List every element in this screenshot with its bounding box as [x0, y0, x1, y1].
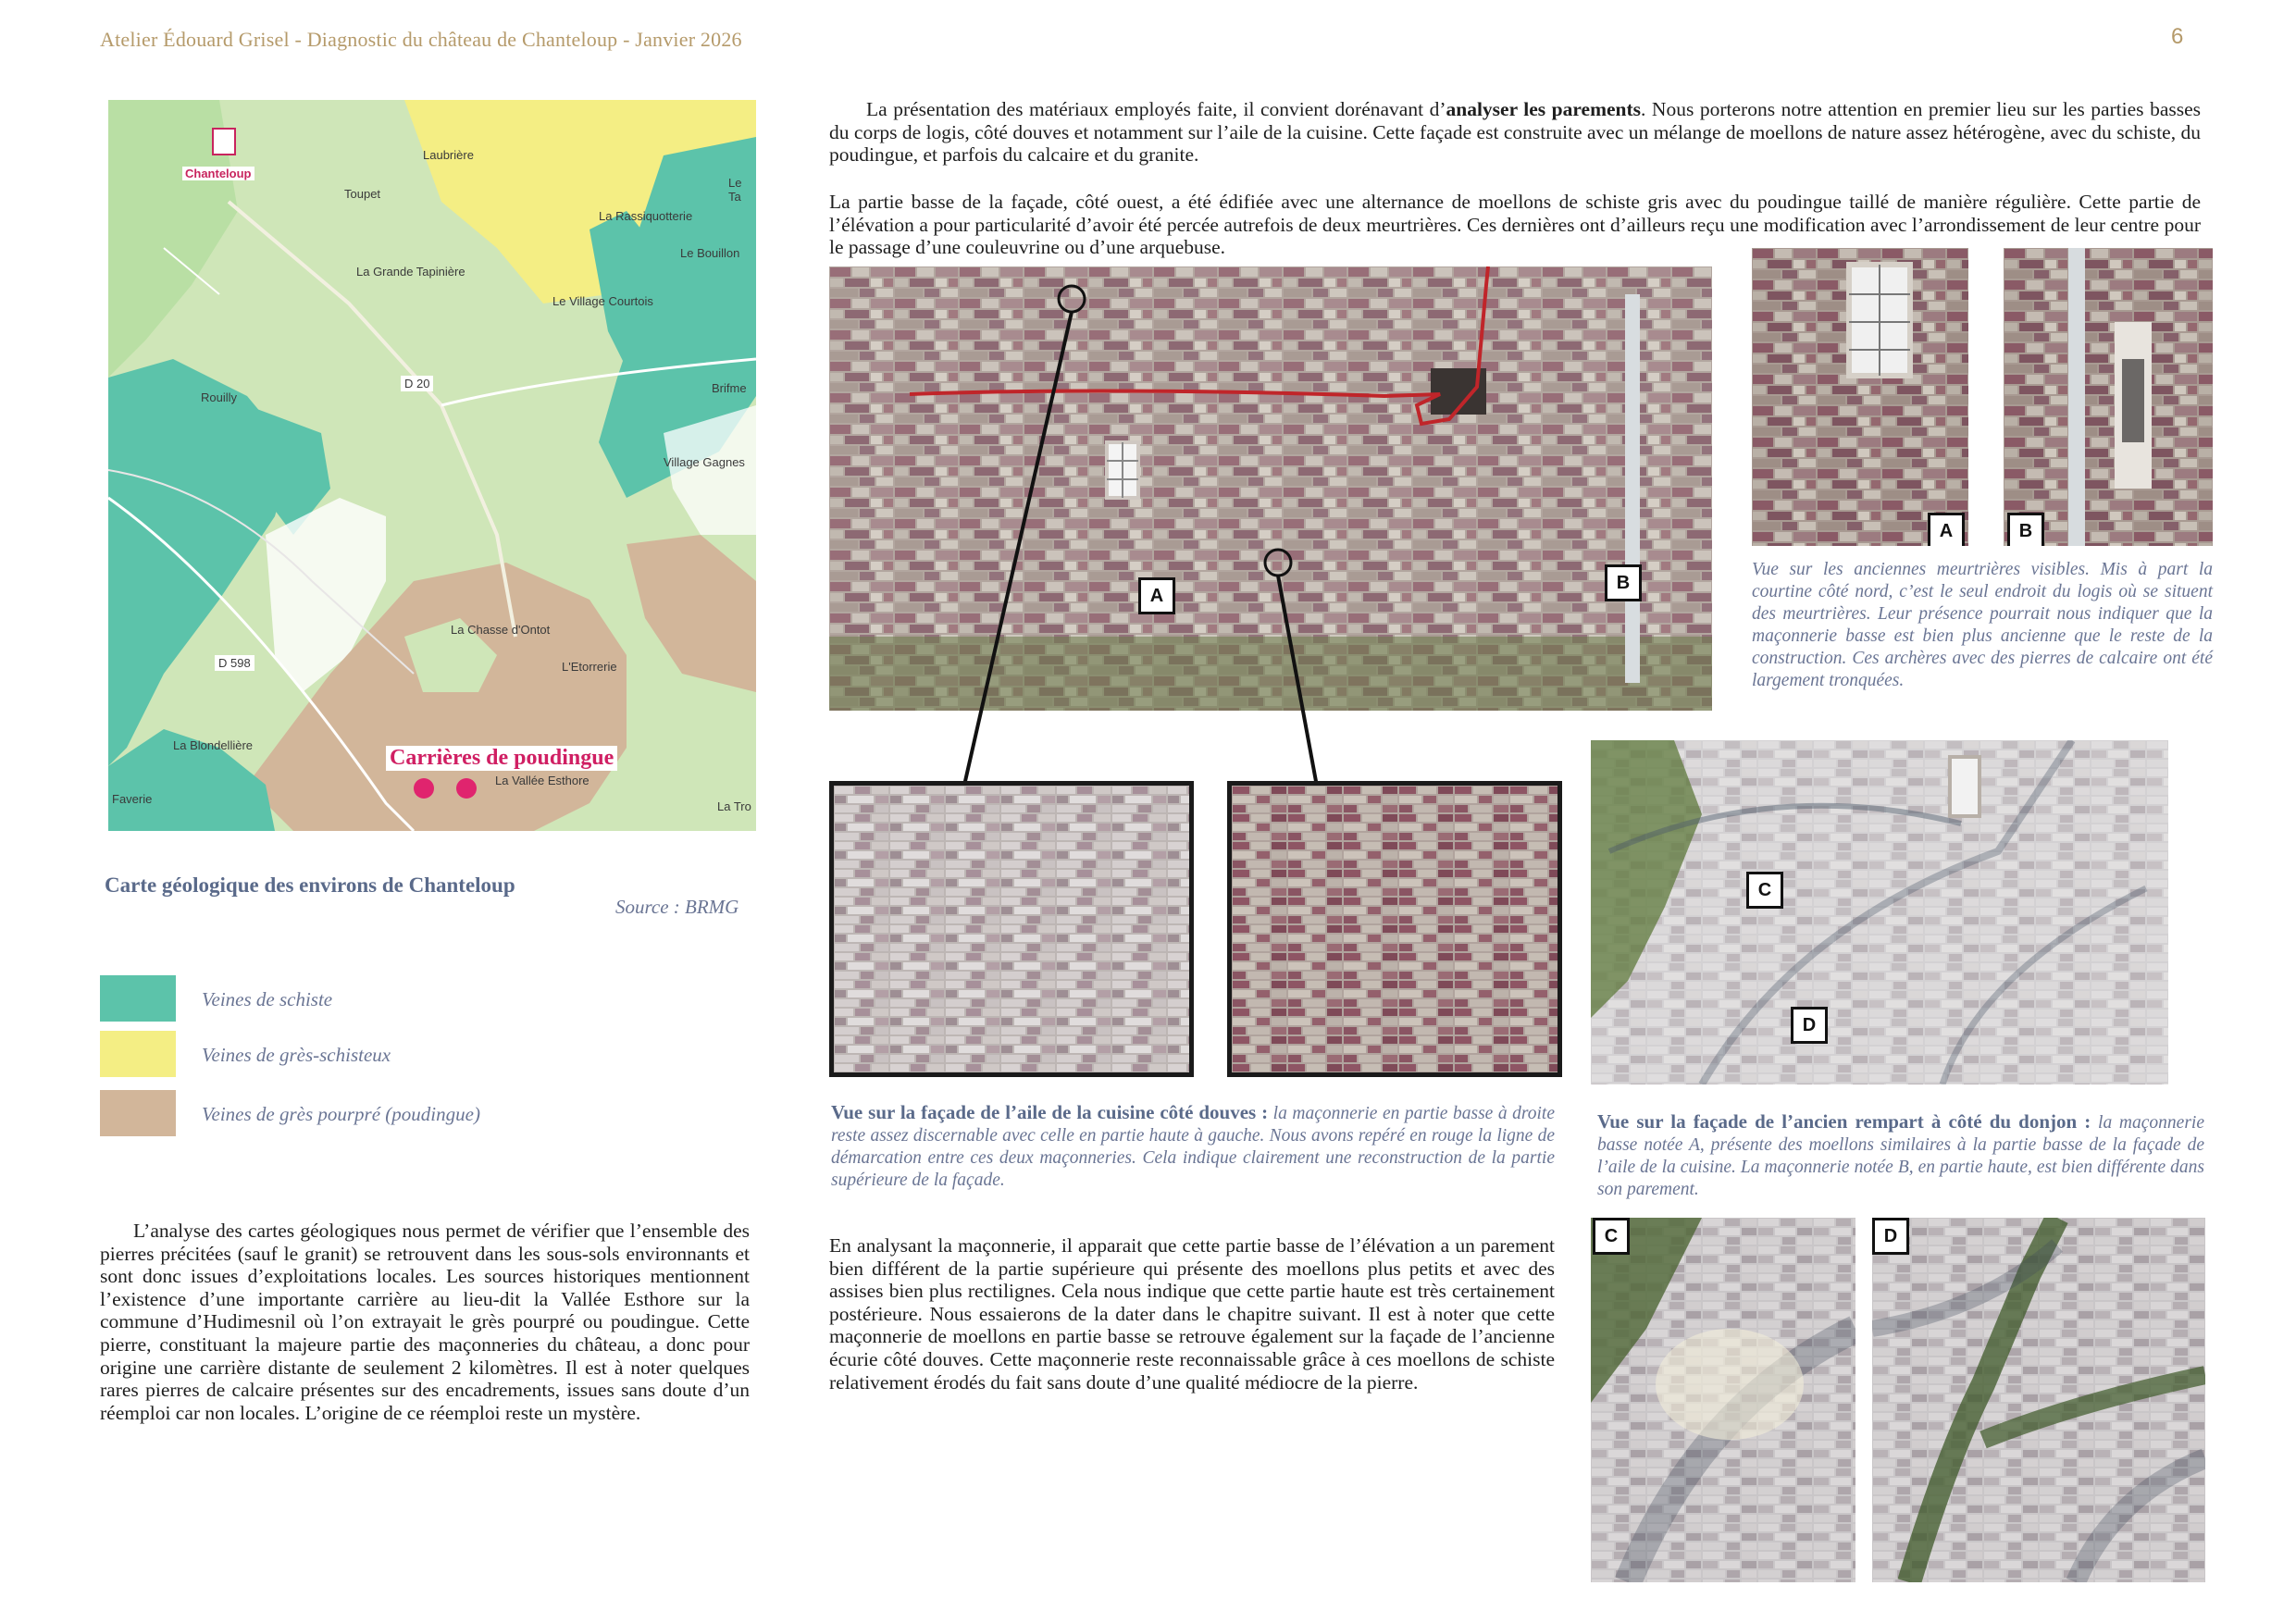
tag-c-detail: C	[1593, 1218, 1630, 1255]
map-label: La Tro	[717, 799, 751, 813]
map-label-chanteloup: Chanteloup	[182, 167, 254, 180]
tag-c-rempart: C	[1746, 872, 1783, 909]
intro-bold: analyser les parements	[1446, 98, 1642, 120]
caption-rempart	[1597, 1110, 2204, 1201]
tag-b-meurtriere: B	[2007, 513, 2044, 546]
quarry-label: Carrières de poudingue	[386, 746, 617, 771]
map-label: L'Etorrerie	[562, 660, 617, 674]
meurtriere-photo-b-graphic	[2004, 248, 2213, 546]
legend-label-gres: Veines de grès-schisteux	[202, 1044, 391, 1066]
map-label: Le Bouillon	[680, 246, 740, 260]
map-label: D 598	[215, 655, 254, 671]
detail-photo-upper-graphic	[834, 786, 1189, 1072]
quarry-dot-1	[414, 778, 434, 799]
legend-label-schist: Veines de schiste	[202, 988, 333, 1010]
detail-photo-c-graphic	[1591, 1218, 1855, 1582]
tag-d-rempart: D	[1791, 1007, 1828, 1044]
rempart-photo	[1591, 740, 2168, 1084]
page-number: 6	[2171, 24, 2184, 49]
map-label: Laubrière	[423, 148, 474, 162]
detail-photo-lower	[1227, 781, 1562, 1077]
tag-b-main: B	[1605, 564, 1642, 601]
document-header: Atelier Édouard Grisel - Diagnostic du château de Chanteloup - Janvier 2026	[100, 28, 742, 51]
map-label: La Vallée Esthore	[495, 774, 590, 787]
legend-swatch-poudingue	[100, 1090, 176, 1136]
caption-meurtrieres: Vue sur les anciennes meurtrières visibles. Mis à part la courtine côté nord, c’est le seul endroit du logis où se situent des meurtrières. Leur présence pourrait nous indiquer que la maçonnerie basse est bien plus ancienne que le reste de la construction. Ces archères avec des pierres de calcaire ont été largement tronquées.	[1752, 560, 2213, 690]
map-label: Le Village Courtois	[552, 294, 653, 308]
quarry-dot-2	[456, 778, 477, 799]
caption-rempart-text: la maçonnerie basse notée A, présente des moellons similaires à la partie basse de la façade de l’aile de la cuisine. La maçonnerie notée B, en partie haute, est bien différente dans son parement.	[1597, 1113, 2204, 1199]
map-label: La Blondellière	[173, 738, 254, 752]
map-caption-source: Source : BRMG	[615, 896, 739, 918]
meurtriere-photo-a	[1752, 248, 1968, 546]
rempart-photo-graphic	[1591, 740, 2168, 1084]
meurtriere-photo-b	[2004, 248, 2213, 546]
tag-a-main: A	[1138, 577, 1175, 614]
map-label: D 20	[401, 376, 433, 391]
map-label: La Grande Tapinière	[356, 265, 465, 279]
map-label: Rouilly	[201, 390, 238, 404]
detail-photo-upper	[829, 781, 1194, 1077]
map-label: La Chasse d'Ontot	[451, 623, 551, 637]
caption-cuisine	[831, 1101, 1555, 1192]
left-paragraph: L’analyse des cartes géologiques nous permet de vérifier que l’ensemble des pierres précitées (sauf le granit) se retrouvent dans les sous-sols environnants et sont donc issues d’exploitations locales. Les sources historiques mentionnent l’existence d’une importante carrière au lieu-dit la Vallée Esthore sur la commune d’Hudimesnil où l’on extrayait le grès pourpré ou poudingue. Cette pierre, constituant la majeure partie des maçonneries du château, a donc pour origine une carrière distante de seulement 2 kilomètres. Il est à noter quelques rares pierres de calcaire présentes sur des encadrements, issues sans doute d’un réemploi car non locales. L’origine de ce réemploi reste un mystère.	[100, 1220, 750, 1424]
tag-a-meurtriere: A	[1928, 513, 1965, 546]
detail-photo-c	[1591, 1218, 1855, 1582]
legend-label-poudingue: Veines de grès pourpré (poudingue)	[202, 1103, 480, 1125]
caption-cuisine-title: Vue sur la façade de l’aile de la cuisine côté douves :	[831, 1101, 1269, 1123]
detail-photo-lower-graphic	[1232, 786, 1558, 1072]
map-label: Faverie	[112, 792, 153, 806]
caption-cuisine-text: la maçonnerie en partie basse à droite reste assez discernable avec celle en partie haute à gauche. Nous avons repéré en rouge la ligne de démarcation entre ces deux maçonneries. Cela indique clairement une reconstruction de la partie supérieure de la façade.	[831, 1104, 1555, 1190]
facade-paragraph: La partie basse de la façade, côté ouest, a été édifiée avec une alternance de moellons de schiste gris avec du poudingue taillé de manière régulière. Cette partie de l’élévation a pour particularité d’avoir été percée autrefois de deux meurtrières. Ces dernières ont d’ailleurs reçu une modification avec l’arrondissement de leur centre pour le passage d’une couleuvrine ou d’une arquebuse.	[829, 191, 2201, 259]
meurtriere-photo-a-graphic	[1752, 248, 1968, 546]
map-label: Village Gagnes	[664, 455, 745, 469]
intro-text-1: La présentation des matériaux employés faite, il convient dorénavant d’	[866, 98, 1446, 120]
intro-paragraph	[829, 98, 2201, 167]
map-label: Toupet	[344, 187, 381, 201]
legend-swatch-gres	[100, 1031, 176, 1077]
map-label: Le Ta	[728, 176, 742, 204]
caption-rempart-title: Vue sur la façade de l’ancien rempart à côté du donjon :	[1597, 1110, 2091, 1133]
intro-text-2: . Nous porterons notre attention en premier lieu sur les parties basses du corps de logis, côté douves et notamment sur l’aile de la cuisine. Cette façade est construite avec un mélange de moellons de nature assez hétérogène, avec du schiste, du poudingue, et parfois du calcaire et du granite.	[829, 98, 2202, 167]
castle-icon	[212, 128, 236, 155]
analysis-paragraph: En analysant la maçonnerie, il apparait que cette partie basse de l’élévation a un parement bien différent de la partie supérieure qui présente des moellons plus petits et avec des assises bien plus rectilignes. Cela nous indique que cette partie haute est très certainement postérieure. Nous essaierons de la dater dans le chapitre suivant. Il est à noter que cette maçonnerie de moellons en partie basse se retrouve également sur la façade de l’ancienne écurie côté douves. Cette maçonnerie reste reconnaissable grâce à ces moellons de schiste relativement érodés du fait sans doute d’une qualité médiocre de la pierre.	[829, 1234, 1555, 1394]
tag-d-detail: D	[1872, 1218, 1909, 1255]
legend-swatch-schist	[100, 975, 176, 1022]
map-caption-title: Carte géologique des environs de Chanteloup	[105, 873, 515, 897]
map-label: Brifme	[712, 381, 747, 395]
geological-map	[108, 100, 756, 831]
detail-photo-d	[1872, 1218, 2205, 1582]
map-label: La Rassiquotterie	[599, 209, 693, 223]
detail-photo-d-graphic	[1872, 1218, 2205, 1582]
